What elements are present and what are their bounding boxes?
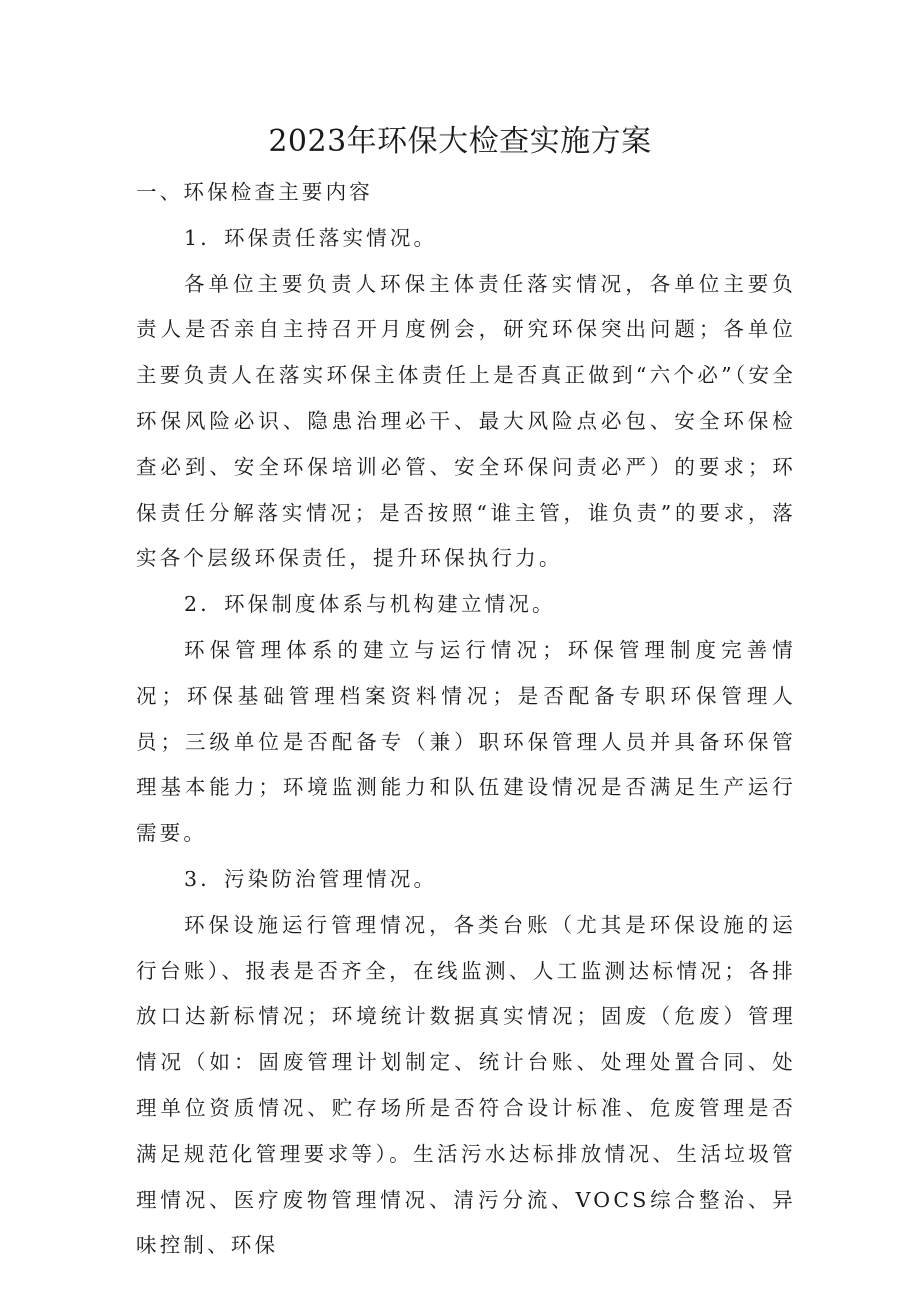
document-body — [136, 170, 796, 1269]
document-title: 2023年环保大检查实施方案 — [268, 124, 652, 159]
item-heading-1: 1．环保责任落实情况。 — [184, 225, 438, 250]
item-heading-3: 3．污染防治管理情况。 — [184, 866, 438, 891]
item-paragraph-1: 各单位主要负责人环保主体责任落实情况，各单位主要负责人是否亲自主持召开月度例会，研究环保突出问题；各单位主要负责人在落实环保主体责任上是否真正做到“六个必”（安全环保风险必识、隐患治理必干、最大风险点必包、安全环保检查必到、安全环保培训必管、安全环保问责必严）的要求；环保责任分解落实情况；是否按照“谁主管，谁负责”的要求，落实各个层级环保责任，提升环保执行力。 — [136, 271, 796, 571]
item-paragraph-3: 环保设施运行管理情况，各类台账（尤其是环保设施的运行台账）、报表是否齐全，在线监测、人工监测达标情况；各排放口达新标情况；环境统计数据真实情况；固废（危废）管理情况（如：固废管理计划制定、统计台账、处理处置合同、处理单位资质情况、贮存场所是否符合设计标准、危废管理是否满足规范化管理要求等）。生活污水达标排放情况、生活垃圾管理情况、医疗废物管理情况、清污分流、VOCS综合整治、异味控制、环保 — [136, 912, 796, 1258]
item-paragraph-2: 环保管理体系的建立与运行情况；环保管理制度完善情况；环保基础管理档案资料情况；是否配备专职环保管理人员；三级单位是否配备专（兼）职环保管理人员并具备环保管理基本能力；环境监测能力和队伍建设情况是否满足生产运行需要。 — [136, 637, 796, 846]
section-heading: 一、环保检查主要内容 — [136, 180, 373, 204]
item-heading-2: 2．环保制度体系与机构建立情况。 — [184, 592, 556, 617]
